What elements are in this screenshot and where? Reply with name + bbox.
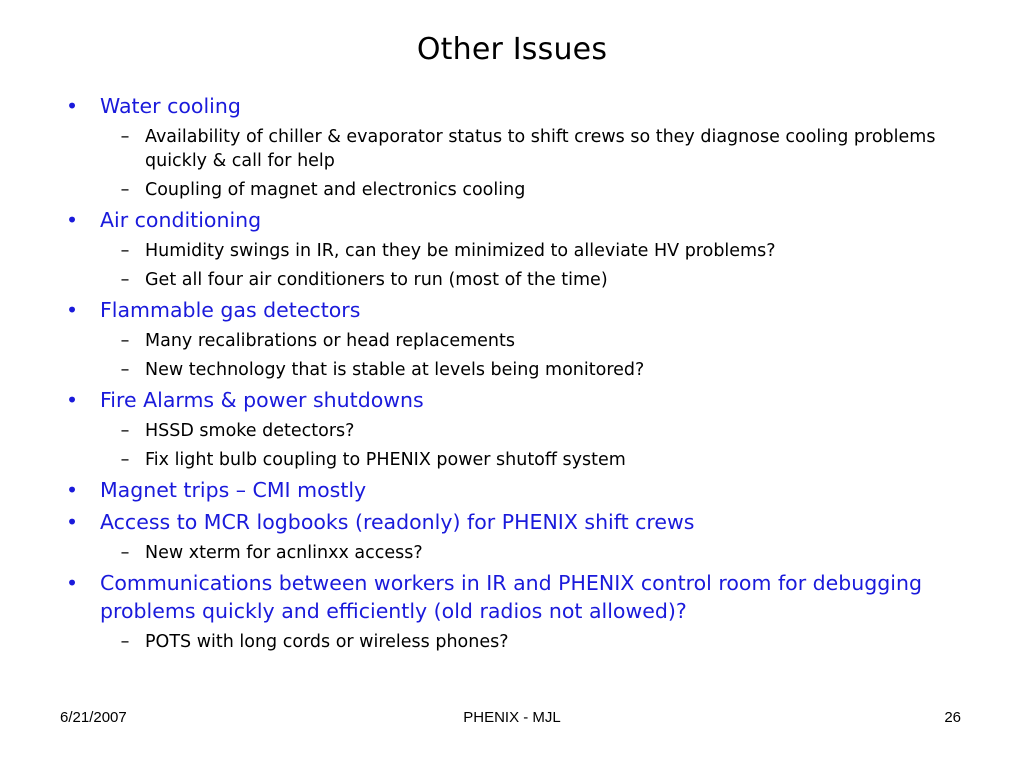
bullet-item-air-conditioning — [60, 206, 960, 234]
sub-item-text: New xterm for acnlinxx access? — [145, 543, 423, 563]
bullet-icon: • — [65, 388, 79, 412]
sub-item — [60, 178, 960, 202]
sub-item-text: Coupling of magnet and electronics cooling — [145, 180, 526, 200]
dash-icon: – — [120, 270, 130, 290]
footer-page-number: 26 — [944, 709, 961, 726]
bullet-text: Water cooling — [100, 94, 241, 118]
sub-item — [60, 448, 960, 472]
bullet-text: Access to MCR logbooks (readonly) for PHENIX shift crews — [100, 510, 695, 534]
sub-item — [60, 419, 960, 443]
sub-item-text: HSSD smoke detectors? — [145, 421, 355, 441]
bullet-item-fire-alarms — [60, 386, 960, 414]
bullet-item-water-cooling — [60, 92, 960, 120]
sub-item — [60, 125, 960, 173]
bullet-text: Communications between workers in IR and PHENIX control room for debugging problems quickly and efficiently (old radios not allowed)? — [100, 571, 923, 623]
bullet-text: Fire Alarms & power shutdowns — [100, 388, 424, 412]
sub-item — [60, 541, 960, 565]
bullet-icon: • — [65, 510, 79, 534]
sub-item-text: Fix light bulb coupling to PHENIX power shutoff system — [145, 450, 626, 470]
sub-item-text: Availability of chiller & evaporator status to shift crews so they diagnose cooling problems quickly & call for help — [145, 127, 936, 171]
bullet-icon: • — [65, 298, 79, 322]
bullet-icon: • — [65, 208, 79, 232]
dash-icon: – — [120, 632, 130, 652]
bullet-icon: • — [65, 94, 79, 118]
bullet-item-flammable-gas-detectors — [60, 296, 960, 324]
footer-center-label: PHENIX - MJL — [463, 709, 561, 726]
bullet-icon: • — [65, 571, 79, 595]
dash-icon: – — [120, 421, 130, 441]
dash-icon: – — [120, 360, 130, 380]
sub-item-text: Get all four air conditioners to run (most of the time) — [145, 270, 608, 290]
sub-item — [60, 268, 960, 292]
dash-icon: – — [120, 127, 130, 147]
bullet-text: Flammable gas detectors — [100, 298, 361, 322]
slide-title: Other Issues — [416, 32, 608, 67]
bullet-item-magnet-trips — [60, 476, 960, 504]
dash-icon: – — [120, 331, 130, 351]
sub-item-text: POTS with long cords or wireless phones? — [145, 632, 509, 652]
dash-icon: – — [120, 180, 130, 200]
sub-item — [60, 239, 960, 263]
sub-item — [60, 630, 960, 654]
sub-item — [60, 358, 960, 382]
dash-icon: – — [120, 543, 130, 563]
sub-item-text: Many recalibrations or head replacements — [145, 331, 515, 351]
footer-date: 6/21/2007 — [60, 709, 127, 726]
sub-item-text: New technology that is stable at levels being monitored? — [145, 360, 645, 380]
dash-icon: – — [120, 450, 130, 470]
sub-item-text: Humidity swings in IR, can they be minimized to alleviate HV problems? — [145, 241, 776, 261]
bullet-text: Magnet trips – CMI mostly — [100, 478, 367, 502]
bullet-text: Air conditioning — [100, 208, 262, 232]
bullet-item-communications — [60, 569, 960, 625]
sub-item — [60, 329, 960, 353]
bullet-icon: • — [65, 478, 79, 502]
slide-body — [60, 88, 960, 654]
bullet-item-mcr-logbooks — [60, 508, 960, 536]
dash-icon: – — [120, 241, 130, 261]
